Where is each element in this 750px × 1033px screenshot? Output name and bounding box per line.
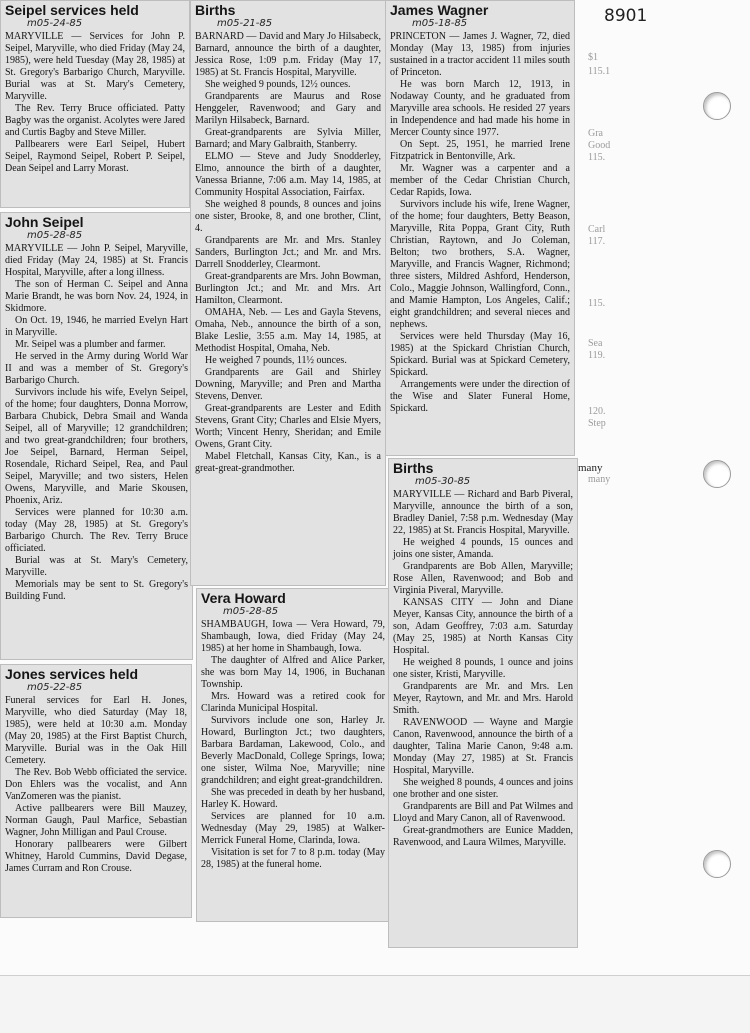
clipping-headline: James Wagner bbox=[390, 2, 489, 18]
clipping-vera-howard bbox=[196, 588, 390, 922]
bleed-through-column: $1 115.1 Gra Good 115. Carl 117. 115. Sea 119. 120. Step many bbox=[588, 52, 611, 485]
clipping-body bbox=[5, 695, 187, 875]
clipping-body bbox=[5, 31, 185, 175]
clipping-body bbox=[201, 619, 385, 871]
bleed-word: many bbox=[578, 462, 603, 474]
paragraph: Active pallbearers were Bill Mauzey, Norman Gaugh, Paul Marfice, Sebastian Wagner, John Milligan and Paul Crouse. bbox=[5, 803, 187, 838]
paragraph: Grandparents are Maurus and Rose Henggeler, Ravenwood; and Gary and Marilyn Hilsabeck, Barnard. bbox=[195, 91, 381, 126]
clipping-body bbox=[195, 31, 381, 475]
paragraph: She was preceded in death by her husband, Harley K. Howard. bbox=[201, 787, 385, 810]
handwritten-date: m05-21-85 bbox=[217, 18, 273, 29]
paragraph: Great-grandparents are Sylvia Miller, Barnard; and Mary Galbraith, Stanberry. bbox=[195, 127, 381, 150]
clipping-jones-services bbox=[0, 664, 192, 918]
paragraph: Great-grandparents are Mrs. John Bowman, Burlington Jct.; and Mr. and Mrs. Art Hamilton, Clearmont. bbox=[195, 271, 381, 306]
paragraph: She weighed 9 pounds, 12½ ounces. bbox=[205, 79, 351, 90]
paragraph: BARNARD — David and Mary Jo Hilsabeck, Barnard, announce the birth of a daughter, Jessica Rose, 1:09 p.m. Friday (May 17, 1985) at St. Francis Hospital, Maryville. bbox=[195, 31, 381, 78]
clipping-births-may-30 bbox=[388, 458, 578, 948]
handwritten-date: m05-28-85 bbox=[27, 230, 83, 241]
paragraph: Great-grandparents are Lester and Edith Stevens, Grant City; Charles and Elsie Myers, Worth; Vincent Henry, Sheridan; and Emile Owens, Grant City. bbox=[195, 403, 381, 450]
paragraph: SHAMBAUGH, Iowa — Vera Howard, 79, Shambaugh, Iowa, died Friday (May 24, 1985) at her home in Shambaugh, Iowa. bbox=[201, 619, 385, 654]
paragraph: On Oct. 19, 1946, he married Evelyn Hart in Maryville. bbox=[5, 315, 188, 338]
paragraph: Services are planned for 10 a.m. Wednesday (May 29, 1985) at Walker-Merrick Funeral Home, Clarinda, Iowa. bbox=[201, 811, 385, 846]
clipping-body bbox=[5, 243, 188, 603]
paragraph: Funeral services for Earl H. Jones, Maryville, who died Saturday (May 18, 1985), were held at 10:30 a.m. Monday (May 20, 1985) at the First Baptist Church, Maryville. Burial was in the Oak Hill Cemetery. bbox=[5, 695, 187, 766]
handwritten-date: m05-30-85 bbox=[415, 476, 471, 487]
paragraph: MARYVILLE — John P. Seipel, Maryville, died Friday (May 24, 1985) at St. Francis Hospital, Maryville, after a long illness. bbox=[5, 243, 188, 278]
binder-hole-middle bbox=[703, 460, 731, 488]
paragraph: Grandparents are Gail and Shirley Downing, Maryville; and Pren and Martha Stevens, Denver. bbox=[195, 367, 381, 402]
clipping-headline: Seipel services held bbox=[5, 2, 139, 18]
paragraph: Grandparents are Mr. and Mrs. Len Meyer, Raytown, and Mr. and Mrs. Harold Smith. bbox=[393, 681, 573, 716]
handwritten-date: m05-28-85 bbox=[223, 606, 279, 617]
paragraph: On Sept. 25, 1951, he married Irene Fitzpatrick in Bentonville, Ark. bbox=[390, 139, 570, 162]
paragraph: OMAHA, Neb. — Les and Gayla Stevens, Omaha, Neb., announce the birth of a son, Blake Leslie, 3:55 a.m. May 14, 1985, at Methodist Hospital, Omaha, Neb. bbox=[195, 307, 381, 354]
paragraph: The Rev. Terry Bruce officiated. Patty Bagby was the organist. Acolytes were Jared and Curtis Bagby and Steve Miller. bbox=[5, 103, 185, 138]
paragraph: RAVENWOOD — Wayne and Margie Canon, Ravenwood, announce the birth of a daughter, Talina Marie Canon, 9:48 a.m. Monday (May 27, 1985) at St. Francis Hospital, Maryville. bbox=[393, 717, 573, 776]
paragraph: Honorary pallbearers were Gilbert Whitney, Harold Cummins, David Degase, James Curram and Ron Crouse. bbox=[5, 839, 187, 874]
paragraph: Arrangements were under the direction of the Wise and Slater Funeral Home, Spickard. bbox=[390, 379, 570, 414]
paragraph: He weighed 8 pounds, 1 ounce and joins one sister, Kristi, Maryville. bbox=[393, 657, 573, 680]
paragraph: Services were held Thursday (May 16, 1985) at the Spickard Christian Church, Spickard. Burial was at Spickard Cemetery, Spickard. bbox=[390, 331, 570, 378]
clipping-headline: Births bbox=[195, 2, 236, 18]
paragraph: Survivors include his wife, Evelyn Seipel, of the home; four daughters, Donna Morrow, Barbara Chubick, Debra Smail and Wanda Seipel, all of Maryville; 12 grandchildren; and two great-grandchildren; four brothers, Joe Seipel, Barnard, Herman Seipel, Rosendale, Richard Seipel, Rea, and Paul Seipel, Maryville; and two sisters, Helen Owens, Maryville, and Marie Skousen, Phoenix, Ariz. bbox=[5, 387, 188, 506]
handwritten-date: m05-24-85 bbox=[27, 18, 83, 29]
handwritten-date: m05-22-85 bbox=[27, 682, 83, 693]
paragraph: He was born March 12, 1913, in Nodaway County, and he graduated from Maryville area schools. He resided 27 years in Independence and had made his home in Mercer County since 1977. bbox=[390, 79, 570, 138]
clipping-headline: Births bbox=[393, 460, 434, 476]
clipping-headline: Vera Howard bbox=[201, 590, 286, 606]
paragraph: Mrs. Howard was a retired cook for Clarinda Municipal Hospital. bbox=[201, 691, 385, 714]
paragraph: Memorials may be sent to St. Gregory's Building Fund. bbox=[5, 579, 188, 602]
binder-hole-top bbox=[703, 92, 731, 120]
paragraph: The daughter of Alfred and Alice Parker, she was born May 14, 1906, in Buchanan Township. bbox=[201, 655, 385, 690]
paragraph: Grandparents are Bill and Pat Wilmes and Lloyd and Mary Canon, all of Ravenwood. bbox=[393, 801, 573, 824]
sheet-number: 8901 bbox=[604, 6, 648, 26]
paragraph: Mr. Wagner was a carpenter and a member of the Cedar Christian Church, Cedar Rapids, Iowa. bbox=[390, 163, 570, 198]
paragraph: She weighed 8 pounds, 8 ounces and joins one sister, Brooke, 8, and one brother, Clint, 4. bbox=[195, 199, 381, 234]
paragraph: Burial was at St. Mary's Cemetery, Maryville. bbox=[5, 555, 188, 578]
paragraph: Great-grandmothers are Eunice Madden, Ravenwood, and Laura Wilmes, Maryville. bbox=[393, 825, 573, 848]
paragraph: He served in the Army during World War II and was a member of St. Gregory's Barbarigo Church. bbox=[5, 351, 188, 386]
paragraph: Pallbearers were Earl Seipel, Hubert Seipel, Raymond Seipel, Robert P. Seipel, Dean Seipel and Larry Morast. bbox=[5, 139, 185, 174]
paragraph: He weighed 4 pounds, 15 ounces and joins one sister, Amanda. bbox=[393, 537, 573, 560]
binder-hole-bottom bbox=[703, 850, 731, 878]
clipping-james-wagner bbox=[385, 0, 575, 456]
clipping-headline: Jones services held bbox=[5, 666, 139, 682]
paragraph: MARYVILLE — Services for John P. Seipel, Maryville, who died Friday (May 24, 1985), were held Tuesday (May 28, 1985) at St. Gregory's Barbarigo Church, Maryville. Burial was at St. Mary's Cemetery, Maryville. bbox=[5, 31, 185, 102]
paragraph: Visitation is set for 7 to 8 p.m. today (May 28, 1985) at the funeral home. bbox=[201, 847, 385, 870]
paragraph: Grandparents are Mr. and Mrs. Stanley Sanders, Burlington Jct.; and Mr. and Mrs. Darrell Snodderley, Clearmont. bbox=[195, 235, 381, 270]
paragraph: The son of Herman C. Seipel and Anna Marie Brandt, he was born Nov. 24, 1924, in Skidmore. bbox=[5, 279, 188, 314]
clipping-seipel-services bbox=[0, 0, 190, 208]
paragraph: She weighed 8 pounds, 4 ounces and joins one brother and one sister. bbox=[393, 777, 573, 800]
clipping-headline: John Seipel bbox=[5, 214, 84, 230]
clipping-births-may-21 bbox=[190, 0, 386, 586]
paragraph: MARYVILLE — Richard and Barb Piveral, Maryville, announce the birth of a son, Bradley Daniel, 7:58 p.m. Wednesday (May 22, 1985) at St. Francis Hospital, Maryville. bbox=[393, 489, 573, 536]
clipping-john-seipel bbox=[0, 212, 193, 660]
paragraph: PRINCETON — James J. Wagner, 72, died Monday (May 13, 1985) from injuries sustained in a tractor accident 11 miles south of Princeton. bbox=[390, 31, 570, 78]
clipping-body bbox=[393, 489, 573, 849]
paragraph: ELMO — Steve and Judy Snodderley, Elmo, announce the birth of a daughter, Vanessa Brianne, 7:06 a.m. May 14, 1985, at Community Hospital Association, Fairfax. bbox=[195, 151, 381, 198]
paragraph: Survivors include one son, Harley Jr. Howard, Burlington Jct.; two daughters, Barbara Bardaman, Lakewood, Colo., and Beverly MacDonald, College Springs, Iowa; one sister, Wilma Noe, Maryville; nine grandchildren; and eight great-grandchildren. bbox=[201, 715, 385, 786]
paragraph: KANSAS CITY — John and Diane Meyer, Kansas City, announce the birth of a son, Adam Geoffrey, 7:03 a.m. Saturday (May 25, 1985) at North Kansas City Hospital. bbox=[393, 597, 573, 656]
paragraph: Grandparents are Bob Allen, Maryville; Rose Allen, Ravenwood; and Bob and Virginia Piveral, Maryville. bbox=[393, 561, 573, 596]
paragraph: He weighed 7 pounds, 11½ ounces. bbox=[205, 355, 347, 366]
paragraph: Services were planned for 10:30 a.m. today (May 28, 1985) at St. Gregory's Barbarigo Church. The Rev. Terry Bruce officiated. bbox=[5, 507, 188, 554]
paragraph: Survivors include his wife, Irene Wagner, of the home; four daughters, Betty Beason, Maryville, Rita Poppa, Grant City, Ruth Christian, Raytown, and Jo Coleman, Belton; two brothers, S.A. Wagner, Maryville, and Francis Wagner, Richmond; three sisters, Mildred Ashford, Henderson, Colo., Maggie Johnson, Wallingford, Conn., and Mamie Hampton, Los Angeles, Calif.; eight grandchildren; and several nieces and nephews. bbox=[390, 199, 570, 330]
paragraph: The Rev. Bob Webb officiated the service. Don Ehlers was the vocalist, and Ann VanZomeren was the pianist. bbox=[5, 767, 187, 802]
paragraph: Mr. Seipel was a plumber and farmer. bbox=[15, 339, 166, 350]
paragraph: Mabel Fletchall, Kansas City, Kan., is a great-great-grandmother. bbox=[195, 451, 381, 474]
handwritten-date: m05-18-85 bbox=[412, 18, 468, 29]
clipping-body bbox=[390, 31, 570, 415]
